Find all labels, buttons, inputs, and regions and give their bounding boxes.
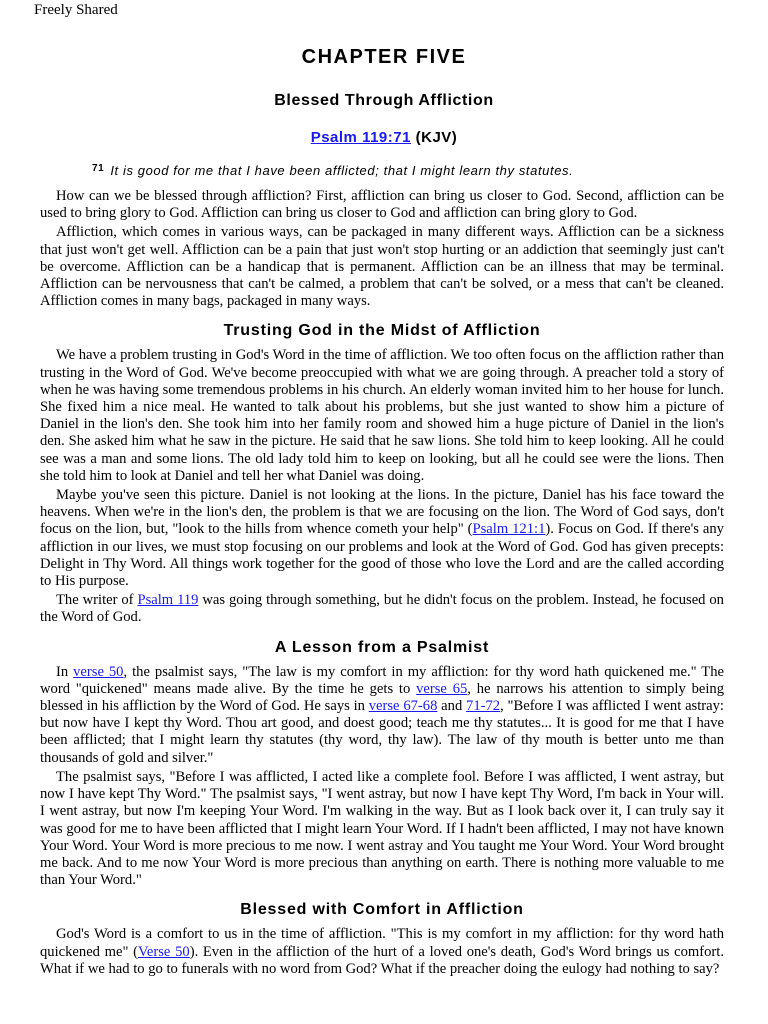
- article-body: [40, 188, 724, 980]
- psalm-119-71-link[interactable]: Psalm 119:71: [310, 129, 411, 146]
- psalm-119-link[interactable]: Psalm 119: [137, 592, 199, 609]
- paragraph-6-text-e: , "Before I was afflicted I went astray: but now have I kept thy Word. Thou art good, and doest good; teach me thy statutes... It is good for me that I have been afflicted; that I might learn thy statutes (thy word, thy law). The law of thy mouth is better unto me than thousands of gold and silver.": [40, 698, 724, 766]
- verse-number: 71: [92, 163, 105, 174]
- paragraph-5-text: The writer of: [56, 592, 138, 609]
- paragraph-2: Affliction, which comes in various ways, can be packaged in many different ways. Affliction can be a sickness that just won't get well. Affliction can be a pain that just won't stop hurting or an addiction that seemingly just can't be overcome. Affliction can be a handicap that is permanent. Affliction can be an illness that may be terminal. Affliction can be nervousness that can't be calmed, a problem that can't be solved, or a mess that can't be cleaned. Affliction comes in many bags, packaged in many ways.: [40, 224, 724, 310]
- bible-version: (KJV): [410, 129, 458, 146]
- chapter-title: CHAPTER FIVE: [301, 46, 467, 68]
- paragraph-4-text-end: ). Focus on God. If there's any affliction in our lives, we must stop focusing on our problems and look at the Word of God. God has given precepts: Delight in Thy Word. All things work together for the good of those who love the Lord and are the called according to His purpose.: [40, 521, 724, 590]
- paragraph-3: We have a problem trusting in God's Word in the time of affliction. We too often focus on the affliction rather than trusting in the Word of God. We've become preoccupied with what we are going through. A preacher told a story of when he was having some tremendous problems in his church. An elderly woman invited him to her house for lunch. She fixed him a nice meal. He wanted to talk about his problems, but she just wanted to show him a picture of Daniel in the lion's den. She took him into her family room and showed him a huge picture of Daniel in the lion's den. She asked him what he saw in the picture. He said that he saw lions. She told him to keep looking. All he could see was a man and some lions. The old lady told him to keep on looking, but all he could see were the lions. Then she told him to look at Daniel and tell her what Daniel was doing.: [40, 347, 724, 484]
- chapter-subtitle: Blessed Through Affliction: [274, 92, 494, 109]
- paragraph-6-text-c: , he narrows his attention to simply being blessed in his affliction by the Word of God. He says in: [40, 680, 724, 715]
- verse-50-link-2[interactable]: Verse 50: [138, 943, 190, 960]
- verse-71-72-link[interactable]: 71-72: [466, 698, 501, 715]
- paragraph-6: [40, 664, 724, 767]
- paragraph-4: [40, 487, 724, 590]
- verse-text: It is good for me that I have been afflicted; that I might learn thy statutes.: [110, 163, 574, 178]
- psalm-121-1-link[interactable]: Psalm 121:1: [472, 521, 546, 538]
- paragraph-4-text: Maybe you've seen this picture. Daniel is not looking at the lions. In the picture, Daniel has his face toward the heavens. When we're in the lion's den, the problem is that we are focusing on the lion. The Word of God says, don't focus on the lion, but, "look to the hills from whence cometh your help" (: [40, 487, 724, 538]
- paragraph-6-text-a: In: [56, 663, 74, 680]
- section-heading-lesson: A Lesson from a Psalmist: [274, 638, 490, 656]
- paragraph-8-text-end: ). Even in the affliction of the hurt of a loved one's death, God's Word brings us comfort. What if we had to go to funerals with no word from God? What if the preacher doing the eulogy had nothing to say?: [40, 943, 724, 977]
- verse-50-link[interactable]: verse 50: [73, 663, 124, 680]
- paragraph-6-text-d: and: [437, 698, 467, 715]
- paragraph-7: The psalmist says, "Before I was afflicted, I acted like a complete fool. Before I was afflicted, I went astray, but now I have kept Thy Word." The psalmist says, "I went astray, but now I have kept Thy Word, I'm back in Your will. I went astray, but now I'm keeping Your Word. I'm walking in the way. But as I look back over it, I can truly say it was good for me to have been afflicted that I might learn Your Word. If I hadn't been afflicted, I may not have known Your Word. Your Word is more precious to me now. I went astray and You taught me Your Word. Your Word brought me back. And to me now Your Word is more precious than anything on earth. There is nothing more valuable to me than Your Word.": [40, 768, 724, 889]
- header-note: Freely Shared: [34, 2, 118, 18]
- paragraph-5: [40, 592, 724, 626]
- paragraph-8-text: God's Word is a comfort to us in the time of affliction. "This is my comfort in my affliction: for thy word hath quickened me" (: [40, 926, 724, 960]
- verse-65-link[interactable]: verse 65: [416, 680, 468, 697]
- paragraph-5-text-end: was going through something, but he didn't focus on the problem. Instead, he focused on the Word of God.: [40, 592, 724, 626]
- verse-quote: [92, 163, 573, 178]
- paragraph-6-text-b: , the psalmist says, "The law is my comfort in my affliction: for thy word hath quickened me." The word "quickened" means made alive. By the time he gets to: [40, 663, 724, 697]
- paragraph-8: [40, 926, 724, 978]
- section-heading-comfort: Blessed with Comfort in Affliction: [240, 901, 524, 919]
- section-heading-trusting: Trusting God in the Midst of Affliction: [223, 322, 541, 340]
- scripture-reference: [0, 129, 768, 146]
- verse-67-68-link[interactable]: verse 67-68: [368, 698, 438, 715]
- paragraph-1: How can we be blessed through affliction? First, affliction can bring us closer to God. Second, affliction can be used to bring glory to God. Affliction can bring us closer to God and affliction can bring glory to God.: [40, 188, 724, 222]
